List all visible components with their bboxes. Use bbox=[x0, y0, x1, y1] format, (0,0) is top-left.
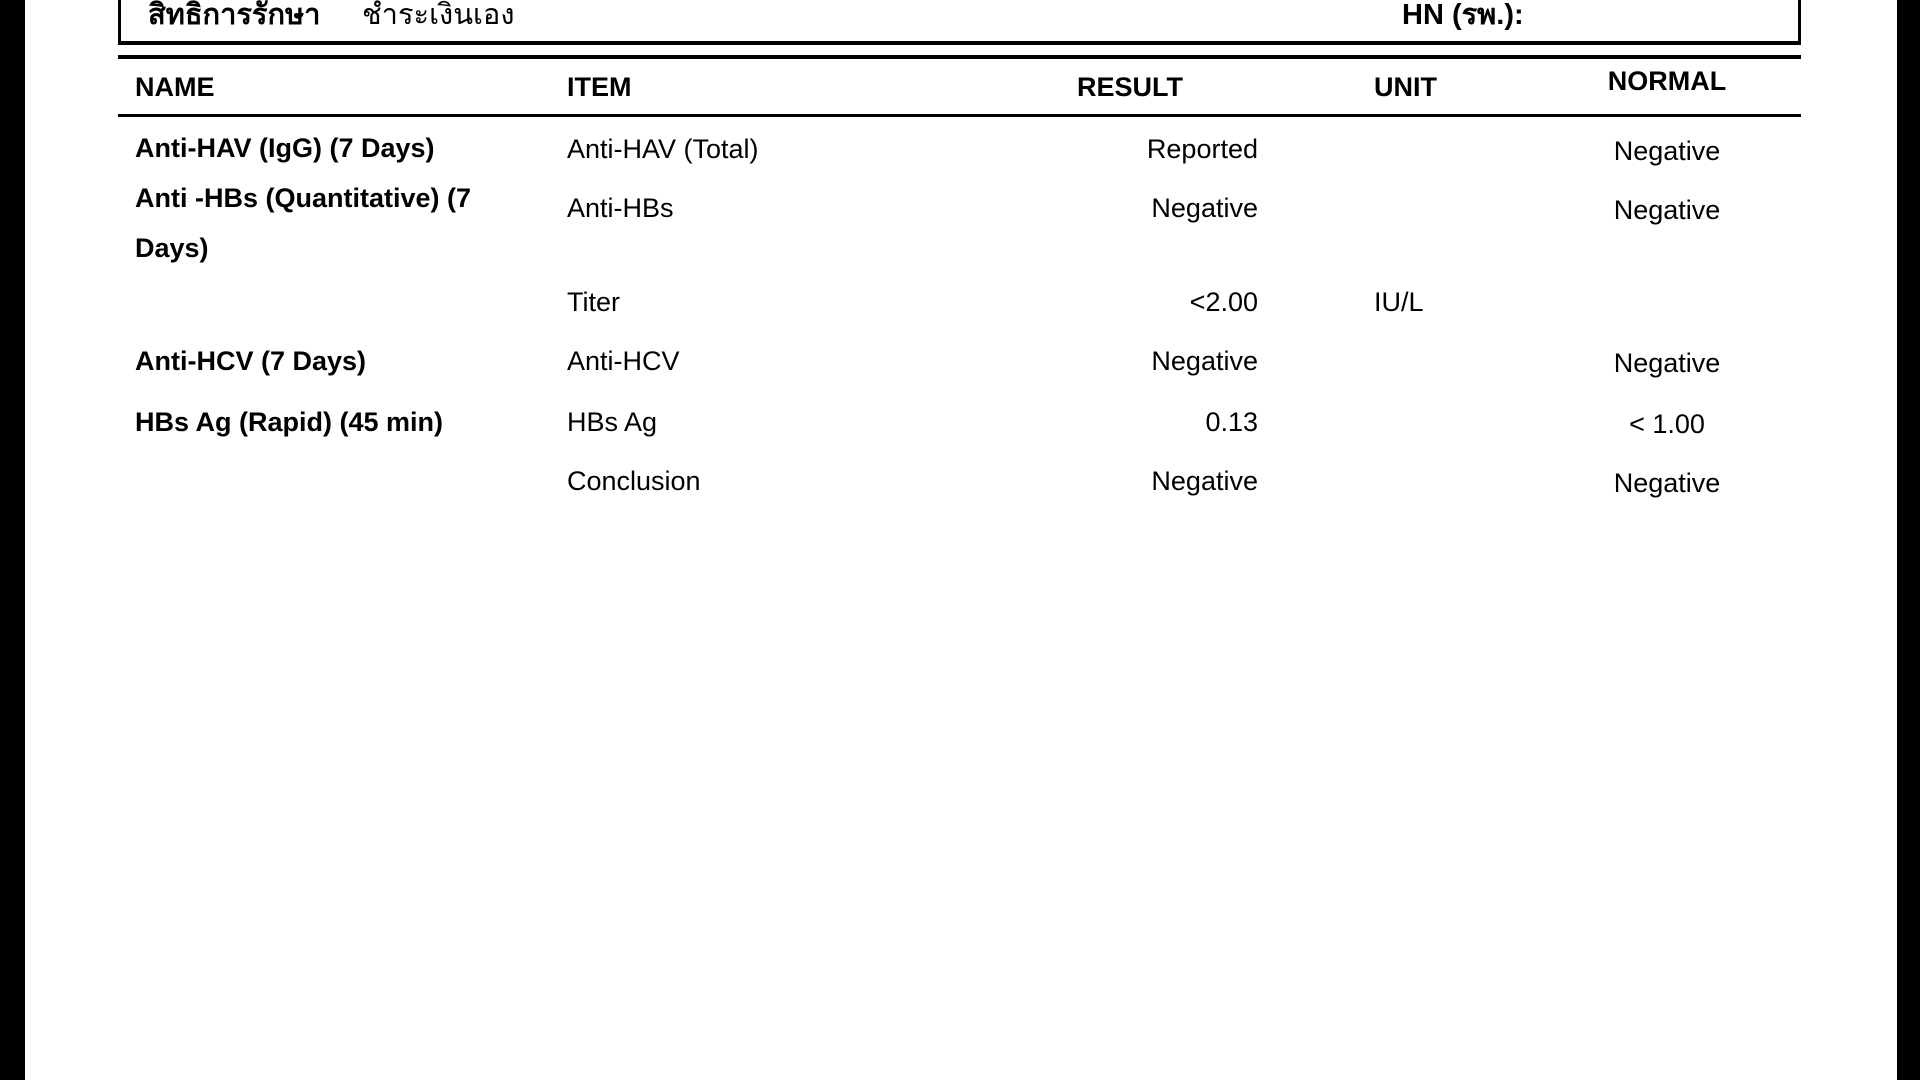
screen-edge-right-bar bbox=[1897, 0, 1920, 1080]
row-unit: IU/L bbox=[1374, 287, 1424, 317]
row-normal: Negative bbox=[1613, 348, 1721, 378]
hn-label: HN (รพ.): bbox=[1402, 0, 1524, 31]
row-result: 0.13 bbox=[1205, 407, 1258, 437]
row-item: Titer bbox=[567, 287, 620, 317]
row-normal: Negative bbox=[1613, 195, 1721, 225]
row-item: Anti-HBs bbox=[567, 193, 674, 223]
row-item: Anti-HAV (Total) bbox=[567, 134, 759, 164]
row-name: Anti-HAV (IgG) (7 Days) bbox=[135, 133, 435, 163]
table-top-rule bbox=[118, 55, 1801, 59]
row-result: <2.00 bbox=[1189, 287, 1258, 317]
column-header-unit: UNIT bbox=[1374, 72, 1437, 102]
row-name: HBs Ag (Rapid) (45 min) bbox=[135, 407, 444, 437]
column-header-normal: NORMAL bbox=[1607, 66, 1727, 96]
row-item: Conclusion bbox=[567, 466, 701, 496]
header-bottom-rule bbox=[118, 114, 1801, 117]
column-header-name: NAME bbox=[135, 72, 215, 102]
screen-edge-left-bar bbox=[0, 0, 25, 1080]
row-normal: Negative bbox=[1613, 468, 1721, 498]
row-normal: < 1.00 bbox=[1629, 409, 1705, 439]
row-normal: Negative bbox=[1613, 136, 1721, 166]
row-name: Anti -HBs (Quantitative) (7 Days) bbox=[135, 183, 472, 263]
row-item: HBs Ag bbox=[567, 407, 658, 437]
column-header-item: ITEM bbox=[567, 72, 632, 102]
row-result: Negative bbox=[1151, 193, 1258, 223]
row-result: Negative bbox=[1151, 346, 1258, 376]
row-result: Reported bbox=[1146, 134, 1258, 164]
row-item: Anti-HCV bbox=[567, 346, 680, 376]
row-name: Anti-HCV (7 Days) bbox=[135, 346, 367, 376]
privilege-label: สิทธิการรักษา bbox=[148, 0, 321, 31]
column-header-result: RESULT bbox=[1077, 72, 1183, 102]
privilege-value: ชำระเงินเอง bbox=[362, 0, 515, 31]
row-result: Negative bbox=[1151, 466, 1258, 496]
